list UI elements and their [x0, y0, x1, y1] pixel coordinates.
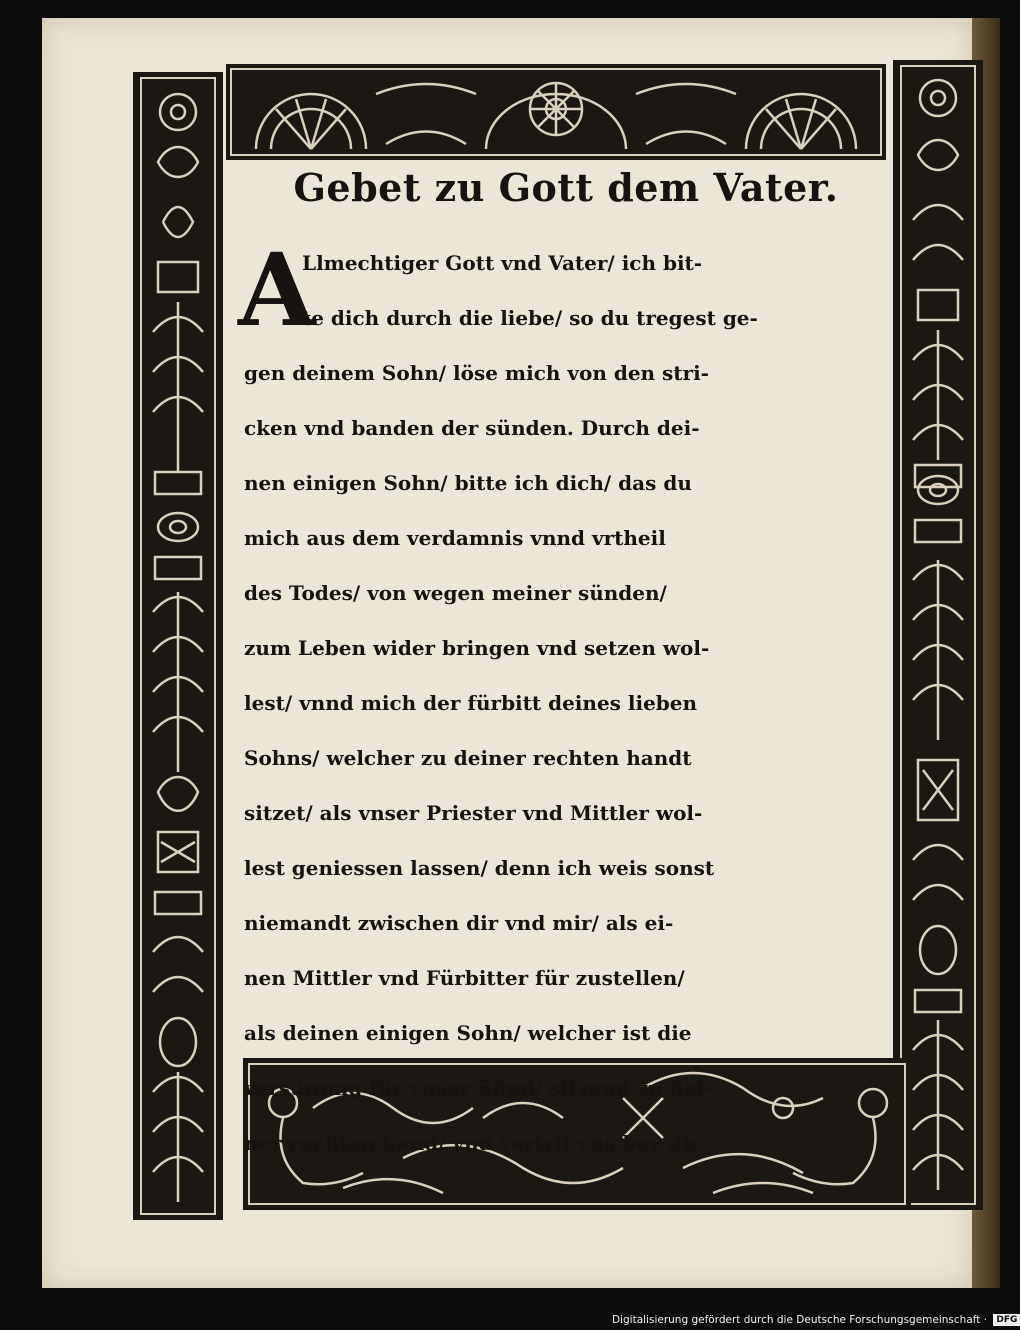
funding-credit: Digitalisierung gefördert durch die Deutsche Forschungsgemeinschaft · DFG — [612, 1310, 1000, 1330]
text-line: lest geniessen lassen/ denn ich weis sonst — [244, 856, 715, 880]
ornamental-border-right — [893, 60, 983, 1210]
ornamental-border-top — [226, 64, 886, 160]
text-line: cken vnd banden der sünden. Durch dei- — [244, 416, 700, 440]
text-line: nen Mittler vnd Fürbitter für zustellen/ — [244, 966, 685, 990]
text-line: zum Leben wider bringen vnd setzen wol- — [244, 636, 710, 660]
text-line: des Todes/ von wegen meiner sünden/ — [244, 581, 667, 605]
text-line: versünung für vnser Sünd/ sitzend zu dei- — [244, 1076, 713, 1100]
text-line: ner rechten hand/ vnd vertrit vns bey dir. — [244, 1131, 705, 1155]
text-line: sitzet/ als vnser Priester vnd Mittler wol- — [244, 801, 703, 825]
text-line: lest/ vnnd mich der fürbitt deines lieben — [244, 691, 698, 715]
prayer-text — [238, 231, 904, 1171]
text-line: Sohns/ welcher zu deiner rechten handt — [244, 746, 692, 770]
funding-credit-text: Digitalisierung gefördert durch die Deutsche Forschungsgemeinschaft — [612, 1314, 981, 1326]
prayer-heading: Gebet zu Gott dem Vater. — [293, 165, 839, 210]
text-line: niemandt zwischen dir vnd mir/ als ei- — [244, 911, 674, 935]
text-line: gen deinem Sohn/ löse mich von den stri- — [244, 361, 709, 385]
text-line: te dich durch die liebe/ so du tregest ge- — [302, 306, 758, 330]
drop-capital: A — [238, 231, 316, 349]
ornamental-border-left — [133, 72, 223, 1220]
text-line: mich aus dem verdamnis vnnd vrtheil — [244, 526, 666, 550]
dfg-logo-icon: DFG — [993, 1314, 1020, 1326]
text-line: nen einigen Sohn/ bitte ich dich/ das du — [244, 471, 692, 495]
text-line: als deinen einigen Sohn/ welcher ist die — [244, 1021, 692, 1045]
text-line: Llmechtiger Gott vnd Vater/ ich bit- — [302, 251, 703, 275]
